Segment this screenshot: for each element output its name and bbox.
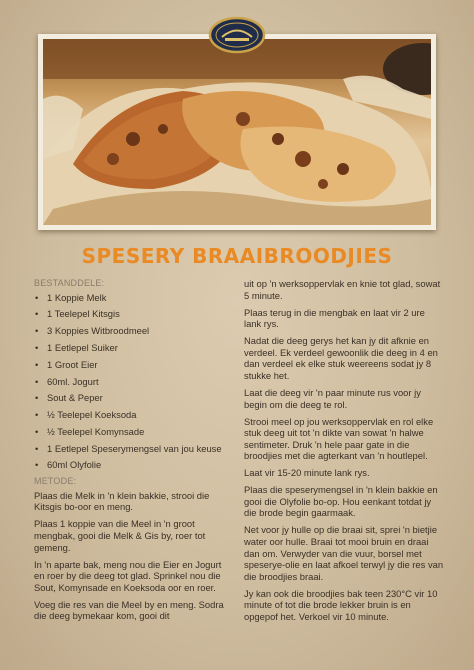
bullet-icon: • — [35, 341, 39, 353]
ingredient-item: • 60ml Olyfolie — [35, 459, 102, 471]
recipe-photo — [43, 39, 431, 225]
method-step: uit op 'n werksoppervlak en knie tot glad, sowat 5 minute. — [244, 278, 441, 301]
right-column — [244, 278, 444, 628]
method-step: Plaas 1 koppie van die Meel in 'n groot mengbak, gooi die Melk & Gis by, roer tot gemeng. — [34, 518, 206, 553]
method-step: Voeg die res van die Meel by en meng. Sodra die deeg bymekaar kom, gooi dit — [34, 598, 224, 622]
method-step: Plaas die speserymengsel in 'n klein bakkie en gooi die Olyfolie bo-op. Hou eenkant totdat jy die brode begin gaarmaak. — [244, 484, 438, 519]
bullet-icon: • — [35, 459, 39, 471]
method-step: Laat die deeg vir 'n paar minute rus voor jy begin om die deeg te rol. — [244, 386, 421, 410]
method-step: Nadat die deeg gerys het kan jy dit afknie en verdeel. Ek verdeel gewoonlik die deeg in 4 en dan verdeel ek elke stuk weereens sodat jy 8 stukke het. — [244, 335, 438, 381]
recipe-photo-frame — [38, 34, 436, 230]
bullet-icon: • — [35, 409, 39, 421]
bullet-icon: • — [35, 375, 39, 387]
method-step: Plaas die Melk in 'n klein bakkie, strooi die Kitsgis bo-oor en meng. — [34, 489, 210, 513]
ingredient-item: • Sout & Peper — [35, 392, 103, 404]
ingredients-list — [34, 292, 230, 471]
ingredient-item: • 1 Groot Eier — [35, 358, 98, 370]
method-step: In 'n aparte bak, meng nou die Eier en Jogurt en roer by die deeg tot glad. Sprinkel nou die Sout, Komynsade en Koeksoda oor en roer. — [34, 558, 222, 593]
ingredient-item: • ½ Teelepel Komynsade — [35, 425, 145, 437]
method-step: Laat vir 15-20 minute lank rys. — [244, 467, 370, 479]
method-step: Jy kan ook die broodjies bak teen 230°C vir 10 minute of tot die brode lekker bruin is en opgepof het. Verkoel vir 10 minute. — [244, 587, 438, 622]
ingredient-item: • 1 Koppie Melk — [35, 291, 107, 303]
left-column — [34, 278, 230, 627]
recipe-title: SPESERY BRAAIBROODJIES — [81, 244, 393, 268]
ingredients-label: BESTANDDELE: — [34, 278, 105, 288]
method-label: METODE: — [34, 476, 77, 487]
method-step: Strooi meel op jou werksoppervlak en rol elke stuk deeg uit tot 'n dikte van sowat 'n halwe sentimeter. Druk 'n hele paar gate in die broodjies met die agterkant van 'n houtlepel. — [244, 415, 434, 462]
ingredient-item: • ½ Teelepel Koeksoda — [35, 409, 137, 421]
bullet-icon: • — [35, 392, 39, 404]
ingredient-item: • 1 Eetlepel Suiker — [35, 341, 118, 353]
ingredient-item: • 1 Teelepel Kitsgis — [35, 308, 120, 320]
bullet-icon: • — [35, 358, 39, 370]
bullet-icon: • — [35, 308, 39, 320]
ingredient-item: • 60ml. Jogurt — [35, 375, 99, 387]
ingredient-item: • 3 Koppies Witbroodmeel — [35, 325, 150, 337]
bullet-icon: • — [35, 425, 39, 437]
bullet-icon: • — [35, 442, 39, 454]
brand-emblem — [208, 14, 266, 54]
ingredient-item: • 1 Eetlepel Speserymengsel van jou keuse — [35, 442, 222, 454]
bullet-icon: • — [35, 325, 39, 337]
method-step: Net voor jy hulle op die braai sit, sprei 'n bietjie water oor hulle. Braai tot mooi bruin en draai dan om. Verwyder van die vuur, borsel met speserye-olie en laat afkoel terwyl jy die res van die broodjies braai. — [244, 524, 444, 582]
method-step: Plaas terug in die mengbak en laat vir 2 ure lank rys. — [244, 306, 425, 330]
bullet-icon: • — [35, 291, 39, 303]
